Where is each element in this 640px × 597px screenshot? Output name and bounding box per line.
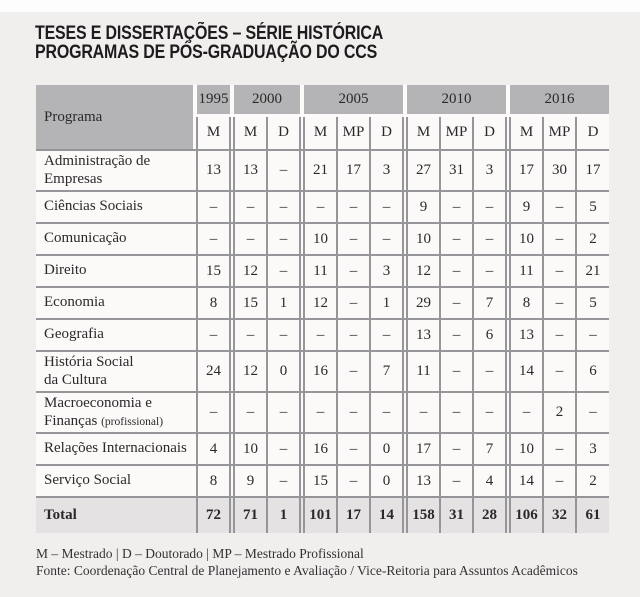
value-cell: 17 [337,497,370,533]
value-cell: 0 [370,433,403,465]
total-label: Total [36,497,193,533]
value-cell: – [543,287,576,319]
value-cell: 71 [234,497,267,533]
value-cell: 10 [510,433,543,465]
value-cell: 5 [576,191,609,223]
value-cell: 28 [473,497,506,533]
subcol-header-2005-mp: MP [337,115,370,150]
program-cell: Comunicação [36,223,193,255]
table-body [36,150,609,533]
value-cell: 16 [304,351,337,392]
scan-top-edge [0,0,640,12]
value-cell: 13 [407,465,440,497]
subcol-header-1995-m: M [197,115,230,150]
value-cell: – [440,351,473,392]
value-cell: 13 [407,319,440,351]
table-row [36,150,609,191]
value-cell: 21 [304,150,337,191]
value-cell: 7 [473,433,506,465]
subcol-header-2010-mp: MP [440,115,473,150]
value-cell: 30 [543,150,576,191]
program-cell: Macroeconomia e Finanças (profissional) [36,392,193,433]
value-cell: – [440,319,473,351]
table-footnotes [36,545,616,579]
value-cell: 0 [370,465,403,497]
value-cell: – [440,465,473,497]
value-cell: 11 [407,351,440,392]
value-cell: – [440,392,473,433]
value-cell: 24 [197,351,230,392]
table-row [36,351,609,392]
value-cell: – [304,319,337,351]
value-cell: – [370,319,403,351]
subcol-header-2010-m: M [407,115,440,150]
value-cell: – [197,319,230,351]
value-cell: – [267,392,300,433]
value-cell: 2 [576,465,609,497]
value-cell: – [543,351,576,392]
value-cell: 13 [197,150,230,191]
value-cell: 9 [407,191,440,223]
value-cell: 12 [234,351,267,392]
value-cell: – [234,392,267,433]
value-cell: 2 [543,392,576,433]
program-cell: História Social da Cultura [36,351,193,392]
value-cell: – [267,255,300,287]
subcol-header-2000-m: M [234,115,267,150]
table-row [36,319,609,351]
value-cell: – [337,223,370,255]
value-cell: 13 [510,319,543,351]
value-cell: 2 [576,223,609,255]
value-cell: 17 [407,433,440,465]
value-cell: – [234,191,267,223]
value-cell: – [473,392,506,433]
value-cell: 11 [510,255,543,287]
value-cell: 14 [510,465,543,497]
value-cell: – [370,223,403,255]
year-header-2016: 2016 [510,85,609,115]
year-header-2000: 2000 [234,85,300,115]
value-cell: 158 [407,497,440,533]
value-cell: – [267,150,300,191]
value-cell: 8 [197,465,230,497]
value-cell: – [304,392,337,433]
table-row [36,287,609,319]
value-cell: – [473,191,506,223]
value-cell: 10 [234,433,267,465]
legend-line: M – Mestrado | D – Doutorado | MP – Mestrado Profissional [36,546,364,561]
value-cell: 6 [576,351,609,392]
value-cell: – [337,392,370,433]
value-cell: 15 [234,287,267,319]
value-cell: – [576,319,609,351]
value-cell: 15 [304,465,337,497]
table-row [36,223,609,255]
source-line: Fonte: Coordenação Central de Planejamento e Avaliação / Vice-Reitoria para Assuntos Acadêmicos [36,563,578,578]
page-title [35,24,383,62]
program-cell: Economia [36,287,193,319]
value-cell: 11 [304,255,337,287]
program-cell: Administração de Empresas [36,150,193,191]
program-cell: Geografia [36,319,193,351]
value-cell: – [440,191,473,223]
value-cell: – [337,433,370,465]
value-cell: – [576,392,609,433]
value-cell: 61 [576,497,609,533]
value-cell: – [267,319,300,351]
title-line-2: PROGRAMAS DE PÓS-GRADUAÇÃO DO CCS [35,42,378,63]
value-cell: 13 [234,150,267,191]
value-cell: 29 [407,287,440,319]
value-cell: – [337,465,370,497]
value-cell: – [267,191,300,223]
value-cell: – [440,433,473,465]
value-cell: – [267,433,300,465]
value-cell: 14 [510,351,543,392]
program-suffix-small: (profissional) [101,415,164,428]
title-line-1: TESES E DISSERTAÇÕES – SÉRIE HISTÓRICA [35,23,384,44]
program-cell: Ciências Sociais [36,191,193,223]
value-cell: – [370,191,403,223]
table-row [36,433,609,465]
value-cell: – [510,392,543,433]
value-cell: 4 [473,465,506,497]
value-cell: – [234,223,267,255]
theses-dissertations-table [36,85,609,533]
value-cell: 12 [304,287,337,319]
value-cell: – [337,255,370,287]
table-header [36,85,609,150]
value-cell: 4 [197,433,230,465]
value-cell: 17 [576,150,609,191]
value-cell: 9 [510,191,543,223]
value-cell: 10 [407,223,440,255]
value-cell: 3 [370,150,403,191]
total-row [36,497,609,533]
subcol-header-2016-m: M [510,115,543,150]
value-cell: – [473,223,506,255]
table-row [36,465,609,497]
program-cell: Serviço Social [36,465,193,497]
value-cell: – [304,191,337,223]
value-cell: – [267,465,300,497]
value-cell: 0 [267,351,300,392]
value-cell: – [370,392,403,433]
value-cell: – [267,223,300,255]
value-cell: – [197,223,230,255]
value-cell: 3 [370,255,403,287]
value-cell: 1 [267,497,300,533]
value-cell: 8 [510,287,543,319]
value-cell: – [234,319,267,351]
value-cell: – [197,392,230,433]
value-cell: 6 [473,319,506,351]
value-cell: – [543,465,576,497]
table-row [36,255,609,287]
value-cell: – [440,255,473,287]
value-cell: 27 [407,150,440,191]
value-cell: – [337,351,370,392]
value-cell: – [337,319,370,351]
value-cell: – [440,287,473,319]
value-cell: 17 [510,150,543,191]
table-row [36,392,609,433]
value-cell: 10 [304,223,337,255]
value-cell: 101 [304,497,337,533]
program-column-header: Programa [36,85,193,150]
value-cell: – [440,223,473,255]
value-cell: 31 [440,497,473,533]
value-cell: 12 [407,255,440,287]
value-cell: 10 [510,223,543,255]
program-cell: Relações Internacionais [36,433,193,465]
value-cell: 17 [337,150,370,191]
subcol-header-2010-d: D [473,115,506,150]
value-cell: 1 [267,287,300,319]
value-cell: 31 [440,150,473,191]
program-cell: Direito [36,255,193,287]
year-header-2005: 2005 [304,85,403,115]
value-cell: – [543,223,576,255]
value-cell: – [407,392,440,433]
value-cell: 5 [576,287,609,319]
value-cell: 7 [370,351,403,392]
value-cell: 32 [543,497,576,533]
value-cell: 14 [370,497,403,533]
value-cell: 16 [304,433,337,465]
value-cell: 1 [370,287,403,319]
value-cell: 3 [473,150,506,191]
subcol-header-2005-m: M [304,115,337,150]
value-cell: – [543,191,576,223]
value-cell: – [543,319,576,351]
value-cell: – [473,351,506,392]
value-cell: – [197,191,230,223]
value-cell: 12 [234,255,267,287]
value-cell: 21 [576,255,609,287]
value-cell: – [337,191,370,223]
value-cell: 106 [510,497,543,533]
value-cell: 8 [197,287,230,319]
subcol-header-2000-d: D [267,115,300,150]
value-cell: 3 [576,433,609,465]
value-cell: 9 [234,465,267,497]
value-cell: – [337,287,370,319]
subcol-header-2005-d: D [370,115,403,150]
value-cell: – [473,255,506,287]
value-cell: – [543,433,576,465]
year-header-1995: 1995 [197,85,230,115]
subcol-header-2016-d: D [576,115,609,150]
value-cell: – [543,255,576,287]
subcol-header-2016-mp: MP [543,115,576,150]
year-header-2010: 2010 [407,85,506,115]
value-cell: 72 [197,497,230,533]
table-row [36,191,609,223]
value-cell: 15 [197,255,230,287]
value-cell: 7 [473,287,506,319]
